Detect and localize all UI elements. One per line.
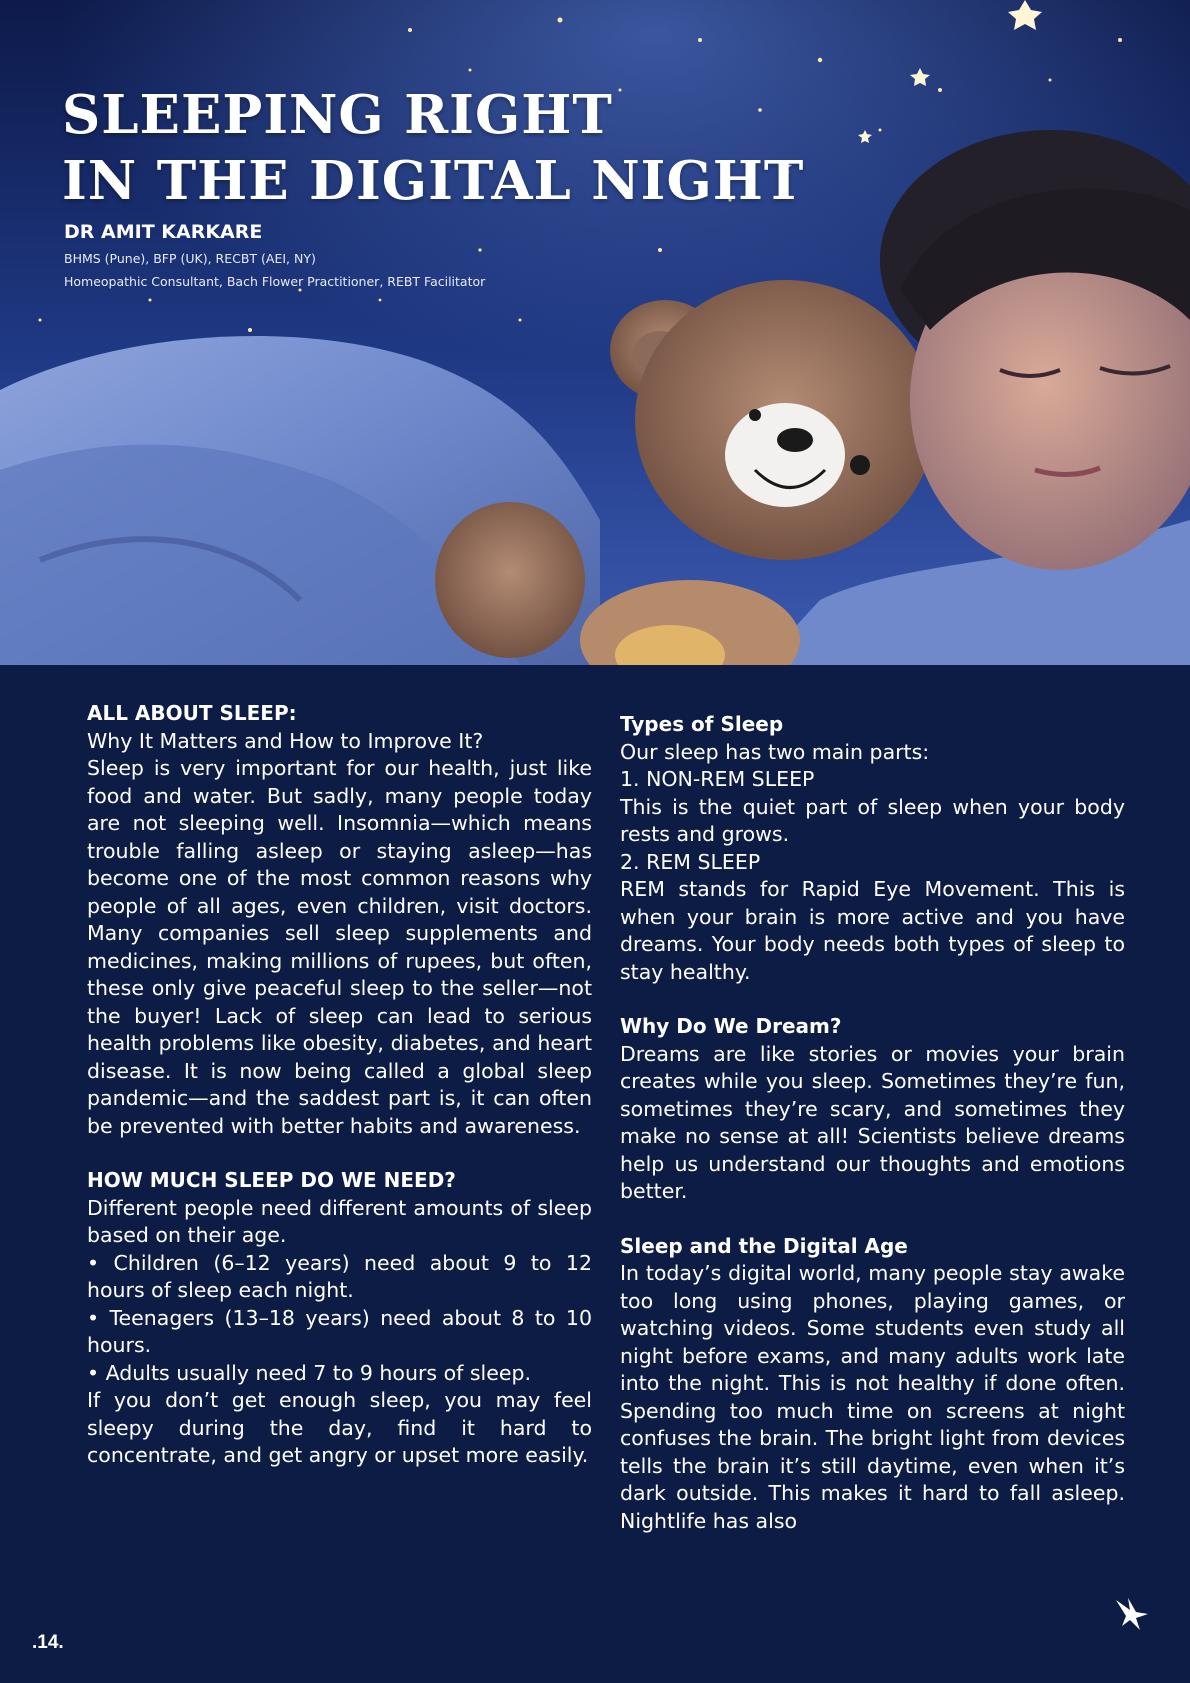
bullet-children: • Children (6–12 years) need about 9 to 12 hours of sleep each night. — [87, 1250, 592, 1302]
section-subheading: Why It Matters and How to Improve It? — [87, 728, 484, 753]
author-credentials: BHMS (Pune), BFP (UK), RECBT (AEI, NY) — [64, 251, 316, 266]
item-non-rem-text: This is the quiet part of sleep when your body rests and grows. — [620, 794, 1125, 846]
paragraph-types-intro: Our sleep has two main parts: — [620, 739, 930, 764]
bullet-teenagers: • Teenagers (13–18 years) need about 8 to 10 hours. — [87, 1305, 592, 1357]
title-line-2: IN THE DIGITAL NIGHT — [62, 150, 805, 212]
paragraph-sleep-amounts: Different people need different amounts of sleep based on their age. — [87, 1195, 592, 1247]
section-heading-types-of-sleep: Types of Sleep — [620, 712, 784, 736]
page-title — [62, 82, 804, 214]
author-roles: Homeopathic Consultant, Bach Flower Practitioner, REBT Facilitator — [64, 274, 486, 289]
right-column — [620, 711, 1125, 1535]
section-heading-all-about-sleep: ALL ABOUT SLEEP: — [87, 701, 297, 725]
section-heading-how-much-sleep: HOW MUCH SLEEP DO WE NEED? — [87, 1168, 456, 1192]
paragraph-sleep-importance: Sleep is very important for our health, just like food and water. But sadly, many people today are not sleeping well. Insomnia—which means trouble falling asleep or staying asleep—has become one of the most common reasons why people of all ages, even children, visit doctors. Many companies sell sleep supplements and medicines, making millions of rupees, but often, these only give peaceful sleep to the seller—not the buyer! Lack of sleep can lead to serious health problems like obesity, diabetes, and heart disease. It is now being called a global sleep pandemic—and the saddest part is, it can often be prevented with better habits and awareness. — [87, 756, 592, 1138]
item-non-rem-title: 1. NON-REM SLEEP — [620, 767, 815, 791]
left-column — [87, 700, 592, 1470]
bird-logo-icon — [1114, 1596, 1150, 1632]
bullet-adults: • Adults usually need 7 to 9 hours of sleep. — [87, 1360, 531, 1385]
section-heading-digital-age: Sleep and the Digital Age — [620, 1233, 908, 1258]
item-rem-text: REM stands for Rapid Eye Movement. This is when your brain is more active and you have dreams. Your body needs both types of sleep to stay healthy. — [620, 877, 1125, 984]
item-rem-title: 2. REM SLEEP — [620, 849, 761, 874]
title-line-1: SLEEPING RIGHT — [62, 84, 613, 146]
page-number: .14. — [32, 1632, 64, 1653]
paragraph-lack-of-sleep: If you don’t get enough sleep, you may feel sleepy during the day, find it hard to concentrate, and get angry or upset more easily. — [87, 1388, 592, 1467]
hero-image — [0, 0, 1190, 665]
paragraph-dreams: Dreams are like stories or movies your brain creates while you sleep. Sometimes they’re fun, sometimes they’re scary, and sometimes they make no sense at all! Scientists believe dreams help us understand our thoughts and emotions better. — [620, 1041, 1125, 1203]
author-name: DR AMIT KARKARE — [64, 221, 263, 243]
paragraph-digital-age: In today’s digital world, many people stay awake too long using phones, playing games, or watching videos. Some students even study all night before exams, and many adults work late into the night. This is not healthy if done often. Spending too much time on screens at night confuses the brain. The bright light from devices tells the brain it’s still daytime, even when it’s dark outside. This makes it hard to fall asleep. Nightlife has also — [620, 1261, 1125, 1533]
section-heading-why-dream: Why Do We Dream? — [620, 1014, 842, 1038]
